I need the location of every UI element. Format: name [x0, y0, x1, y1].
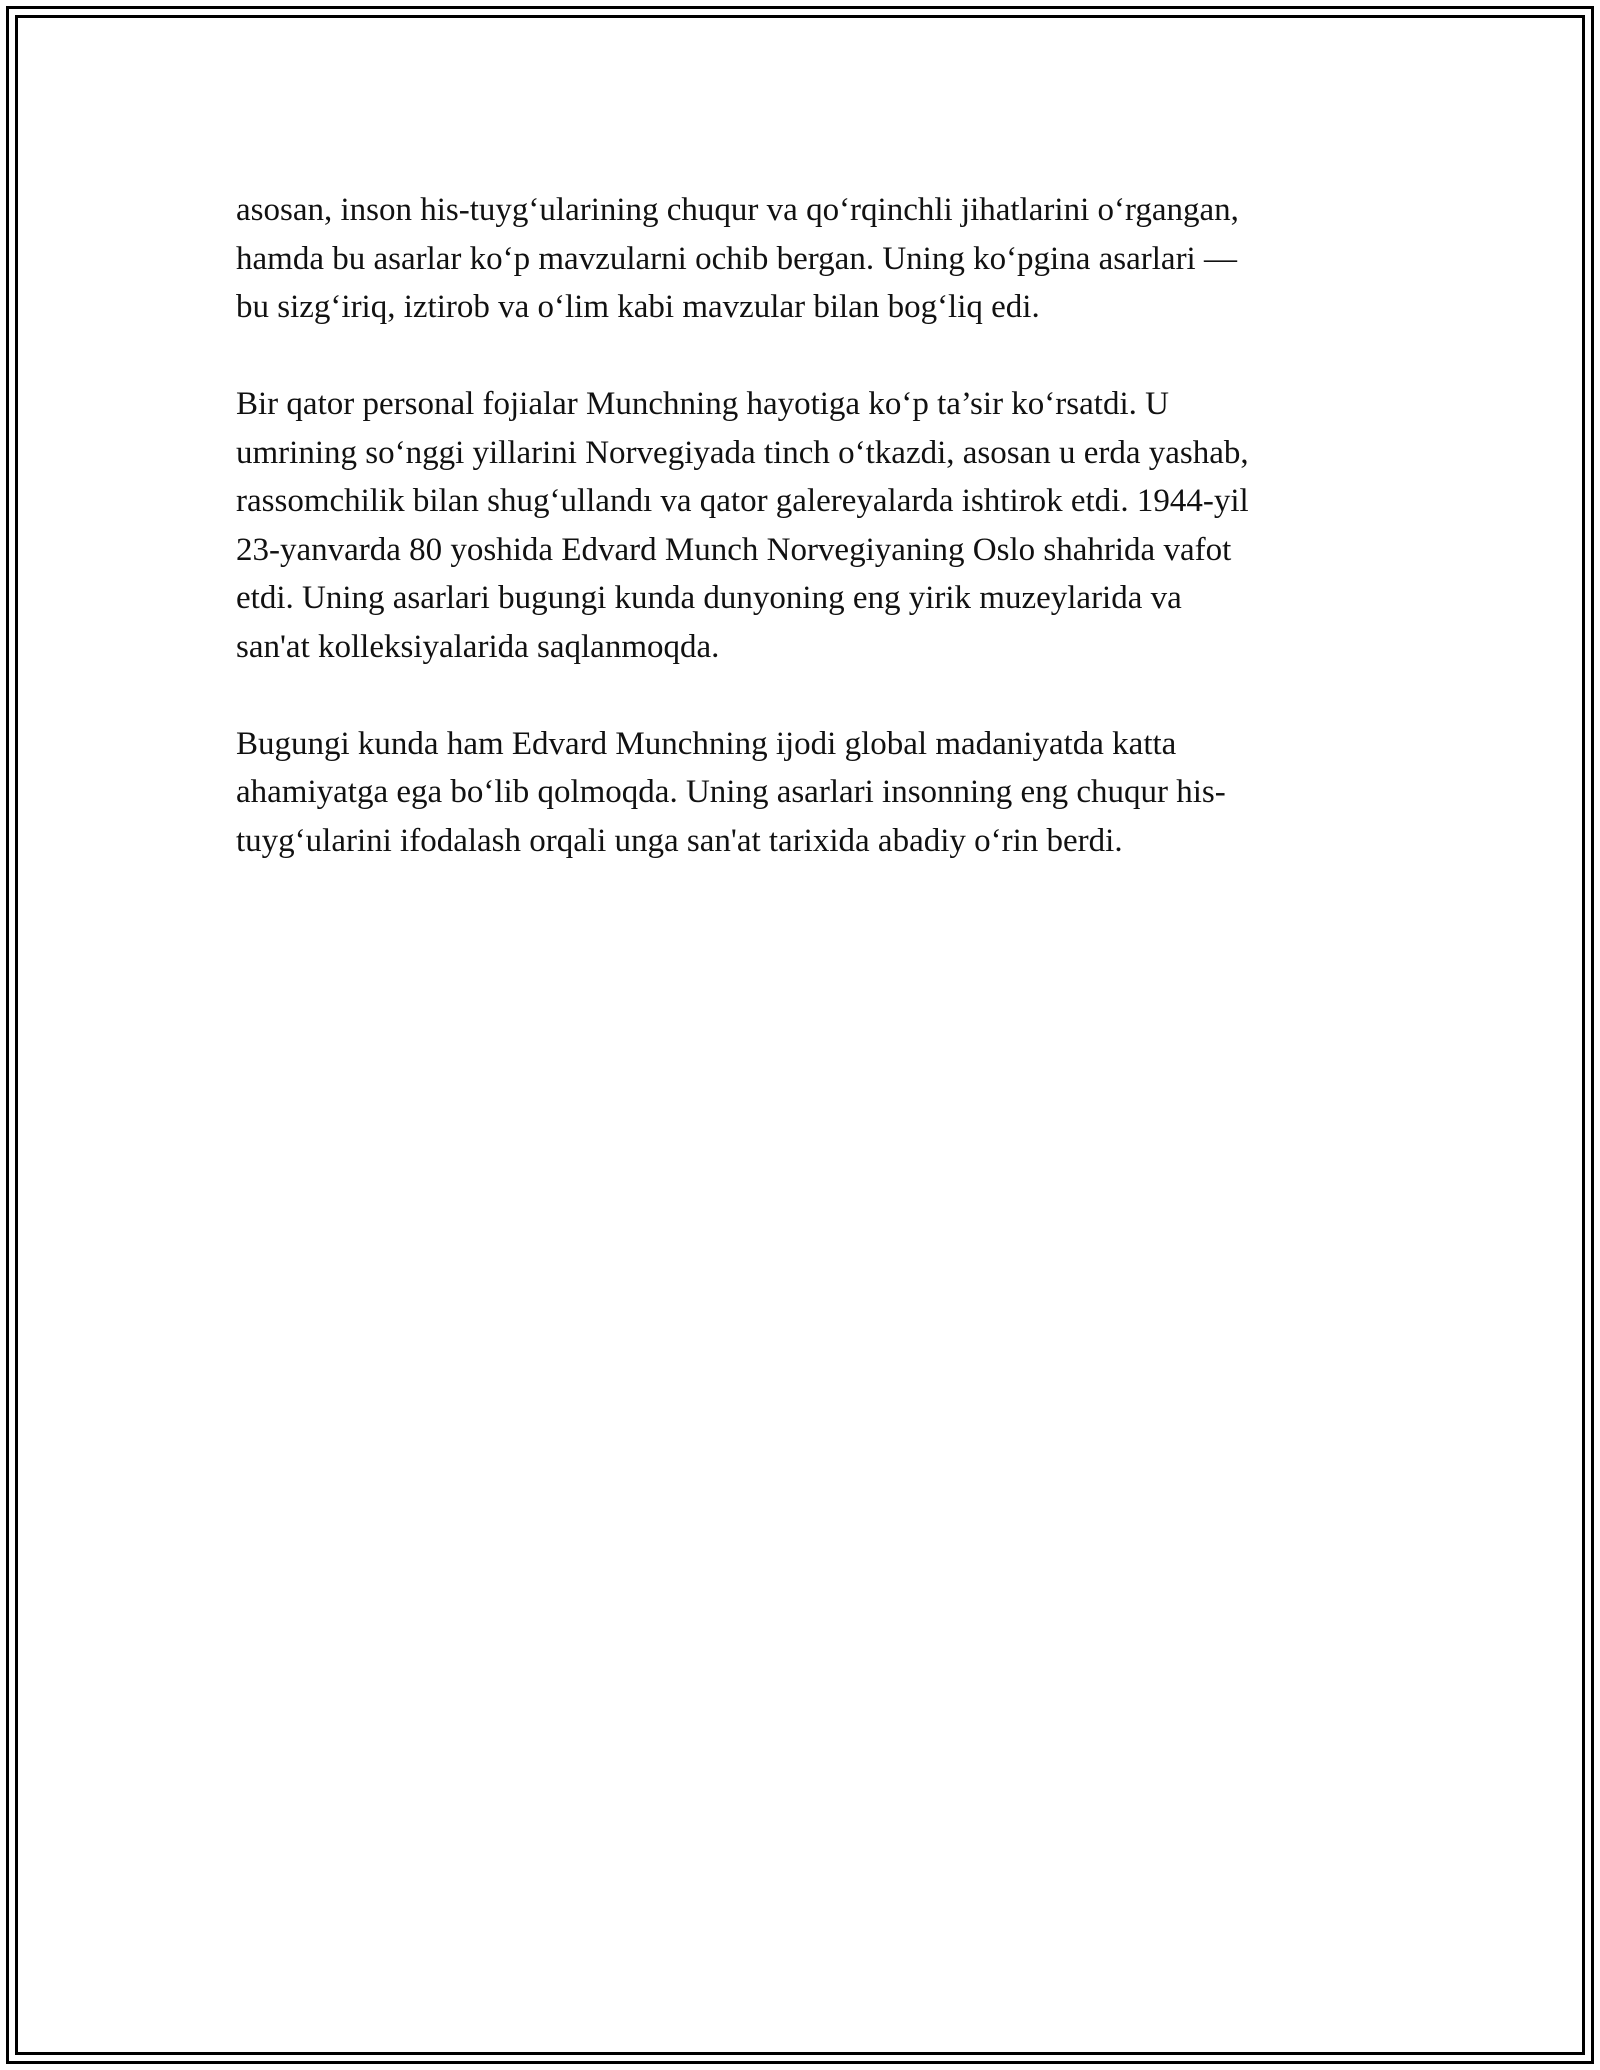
text-line: hamda bu asarlar ko‘p mavzularni ochib bergan. Uning ko‘pgina asarlari —: [236, 240, 1237, 277]
paragraph-1: [236, 186, 1366, 332]
text-line: umrining so‘nggi yillarini Norvegiyada tinch o‘tkazdi, asosan u erda yashab,: [236, 434, 1249, 471]
text-line: san'at kolleksiyalarida saqlanmoqda.: [236, 628, 720, 665]
text-line: rassomchilik bilan shug‘ullandı va qator galereyalarda ishtirok etdi. 1944-yil: [236, 483, 1249, 519]
text-line: asosan, inson his-tuyg‘ularining chuqur va qo‘rqinchli jihatlarini o‘rgangan,: [236, 192, 1239, 228]
text-line: Bugungi kunda ham Edvard Munchning ijodi global madaniyatda katta: [236, 725, 1177, 762]
paragraph-2: [236, 380, 1366, 671]
text-line: tuyg‘ularini ifodalash orqali unga san'at tarixida abadiy o‘rin berdi.: [236, 822, 1123, 859]
document-body: [236, 186, 1366, 914]
text-line: bu sizg‘iriq, iztirob va o‘lim kabi mavzular bilan bog‘liq edi.: [236, 289, 1040, 325]
text-line: Bir qator personal fojialar Munchning hayotiga ko‘p ta’sir ko‘rsatdi. U: [236, 386, 1169, 422]
text-line: etdi. Uning asarlari bugungi kunda dunyoning eng yirik muzeylarida va: [236, 580, 1182, 616]
text-line: ahamiyatga ega bo‘lib qolmoqda. Uning asarlari insonning eng chuqur his-: [236, 774, 1226, 810]
paragraph-3: [236, 720, 1366, 866]
text-line: 23-yanvarda 80 yoshida Edvard Munch Norvegiyaning Oslo shahrida vafot: [236, 531, 1232, 568]
